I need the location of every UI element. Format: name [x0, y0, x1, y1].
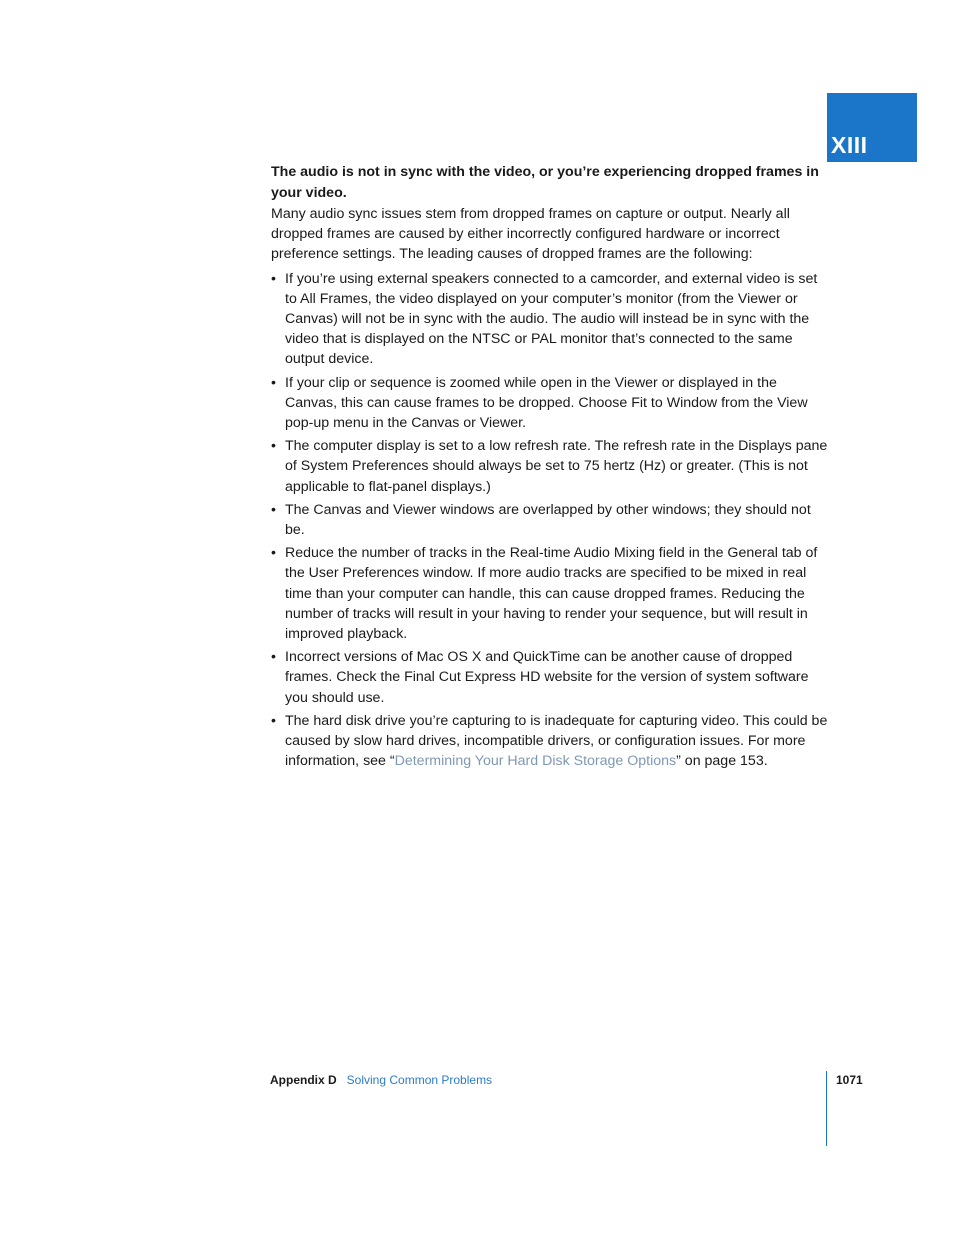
list-item-text: Incorrect versions of Mac OS X and QuickTime can be another cause of dropped frames. Check the Final Cut Express HD website for the version of system software you should use. [285, 649, 809, 706]
footer [270, 1072, 492, 1088]
list-item [271, 436, 831, 497]
bullet-icon: • [271, 438, 276, 455]
list-item [271, 711, 831, 772]
bullet-icon: • [271, 545, 276, 562]
list-item-text: The computer display is set to a low refresh rate. The refresh rate in the Displays pane of System Preferences should always be set to 75 hertz (Hz) or greater. (This is not applicable to flat-panel displays.) [285, 438, 828, 495]
intro-paragraph: Many audio sync issues stem from dropped frames on capture or output. Nearly all dropped frames are caused by either incorrectly configured hardware or incorrect preference settings. The leading causes of dropped frames are the following: [271, 206, 790, 263]
list-item-text: Reduce the number of tracks in the Real-time Audio Mixing field in the General tab of the User Preferences window. If more audio tracks are specified to be mixed in real time than your computer can handle, this can cause dropped frames. Reducing the number of tracks will result in your having to render your sequence, but will result in improved playback. [285, 545, 818, 643]
list-item [271, 269, 831, 370]
bullet-icon: • [271, 712, 276, 729]
list-item-text: If you’re using external speakers connected to a camcorder, and external video is set to All Frames, the video displayed on your computer’s monitor (from the Viewer or Canvas) will not be in sync with the audio. The audio will instead be in sync with the video that is displayed on the NTSC or PAL monitor that’s connected to the same output device. [285, 270, 818, 368]
list-item-text-before-link: The hard disk drive you’re capturing to is inadequate for capturing video. This could be caused by slow hard drives, incompatible drivers, or configuration issues. For more information, see “ [285, 712, 828, 770]
footer-divider [826, 1071, 827, 1146]
list-item-text-after-link: ” on page 153. [676, 753, 768, 770]
list-item [271, 373, 831, 434]
footer-appendix-label: Appendix D [270, 1073, 337, 1087]
list-item [271, 543, 831, 644]
list-item-text: If your clip or sequence is zoomed while open in the Viewer or displayed in the Canvas, this can cause frames to be dropped. Choose Fit to Window from the View pop-up menu in the Canvas or Viewer. [285, 374, 808, 432]
hard-disk-storage-link[interactable]: Determining Your Hard Disk Storage Options [394, 753, 677, 770]
list-item-text: The Canvas and Viewer windows are overlapped by other windows; they should not be. [285, 501, 811, 539]
section-heading: The audio is not in sync with the video, or you’re experiencing dropped frames in your video. [271, 164, 819, 201]
bullet-icon: • [271, 501, 276, 518]
part-tab-label: XIII [831, 132, 868, 158]
bullet-icon: • [271, 649, 276, 666]
main-content [271, 162, 831, 774]
bullet-icon: • [271, 374, 276, 391]
page-number: 1071 [836, 1073, 863, 1087]
footer-chapter-link[interactable]: Solving Common Problems [346, 1073, 493, 1087]
list-item [271, 647, 831, 708]
causes-list [271, 269, 831, 772]
part-tab [827, 93, 917, 162]
bullet-icon: • [271, 270, 276, 287]
list-item [271, 500, 831, 540]
